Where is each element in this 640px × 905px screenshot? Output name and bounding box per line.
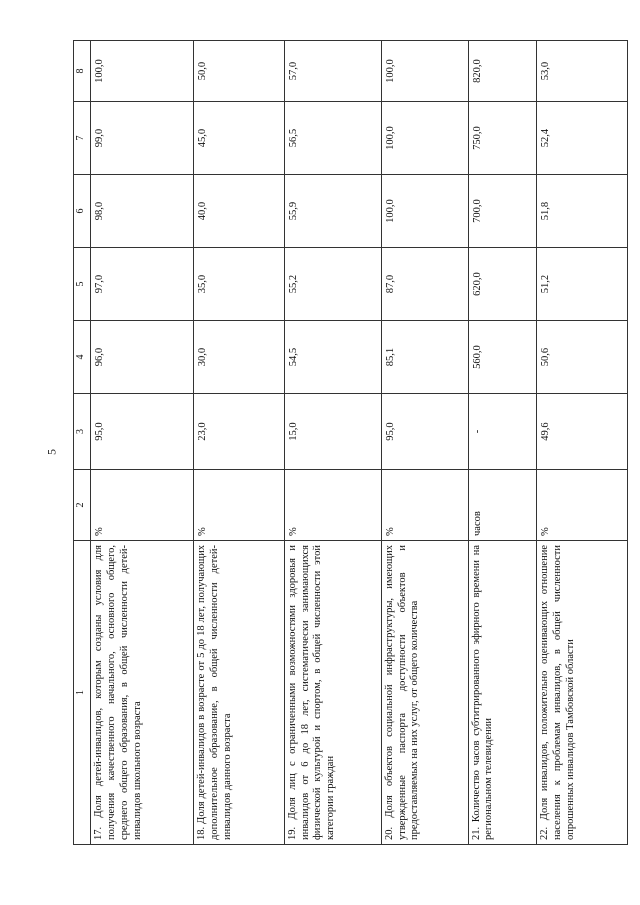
table-row: [284, 41, 381, 845]
column-header: 8: [74, 41, 91, 102]
indicator-value: 51,8: [537, 175, 628, 248]
indicator-value: 700,0: [468, 175, 537, 248]
table-container: [73, 40, 628, 845]
indicator-value: 96,0: [91, 321, 194, 394]
table-row: [381, 41, 468, 845]
column-header: 6: [74, 175, 91, 248]
indicator-description: 18. Доля детей-инвалидов в возрасте от 5 до 18 лет, получающих дополнительное образование, в общей численности детей-инвалидов данного возраста: [194, 541, 285, 845]
indicator-value: 35,0: [194, 248, 285, 321]
indicator-value: 97,0: [91, 248, 194, 321]
indicator-value: 40,0: [194, 175, 285, 248]
indicator-value: 100,0: [381, 41, 468, 102]
page-number: 5: [44, 449, 59, 455]
indicator-value: 100,0: [381, 102, 468, 175]
indicator-value: 750,0: [468, 102, 537, 175]
indicator-value: 85,1: [381, 321, 468, 394]
indicator-value: 99,0: [91, 102, 194, 175]
indicator-value: 56,5: [284, 102, 381, 175]
indicator-value: 560,0: [468, 321, 537, 394]
indicator-description: 19. Доля лиц с ограниченными возможностями здоровья и инвалидов от 6 до 18 лет, систематически занимающихся физической культурой и спортом, в общей численности этой категории граждан: [284, 541, 381, 845]
indicator-value: 95,0: [381, 394, 468, 470]
indicator-value: 100,0: [381, 175, 468, 248]
indicators-table: [73, 40, 628, 845]
indicator-value: 51,2: [537, 248, 628, 321]
indicator-value: 620,0: [468, 248, 537, 321]
indicator-value: 15,0: [284, 394, 381, 470]
indicator-value: 820,0: [468, 41, 537, 102]
table-row: [537, 41, 628, 845]
table-row: [91, 41, 194, 845]
column-header: 4: [74, 321, 91, 394]
indicator-description: 22. Доля инвалидов, положительно оценивающих отношение населения к проблемам инвалидов, в общей численности опрошенных инвалидов Тамбовской области: [537, 541, 628, 845]
indicator-unit: часов: [468, 470, 537, 541]
column-header: 2: [74, 470, 91, 541]
table-row: [468, 41, 537, 845]
indicator-value: 30,0: [194, 321, 285, 394]
indicator-value: 52,4: [537, 102, 628, 175]
indicator-unit: %: [537, 470, 628, 541]
indicator-value: 95,0: [91, 394, 194, 470]
column-header: 1: [74, 541, 91, 845]
indicator-value: 50,6: [537, 321, 628, 394]
indicator-value: 45,0: [194, 102, 285, 175]
indicator-description: 20. Доля объектов социальной инфраструктуры, имеющих утвержденные паспорта доступности объектов и предоставляемых на них услуг, от общего количества: [381, 541, 468, 845]
indicator-value: 87,0: [381, 248, 468, 321]
column-header: 3: [74, 394, 91, 470]
table-header-row: [74, 41, 91, 845]
table-row: [194, 41, 285, 845]
indicator-unit: %: [284, 470, 381, 541]
indicator-value: 100,0: [91, 41, 194, 102]
indicator-value: 54,5: [284, 321, 381, 394]
indicator-value: 55,9: [284, 175, 381, 248]
indicator-description: 17. Доля детей-инвалидов, которым созданы условия для получения качественного начального, основного общего, среднего общего образования, в общей численности детей-инвалидов школьного возраста: [91, 541, 194, 845]
indicator-unit: %: [381, 470, 468, 541]
column-header: 7: [74, 102, 91, 175]
indicator-value: 50,0: [194, 41, 285, 102]
indicator-value: 49,6: [537, 394, 628, 470]
indicator-description: 21. Количество часов субтитрированного эфирного времени на региональном телевидении: [468, 541, 537, 845]
indicator-unit: %: [91, 470, 194, 541]
indicator-value: 98,0: [91, 175, 194, 248]
indicator-value: 55,2: [284, 248, 381, 321]
indicator-value: 57,0: [284, 41, 381, 102]
indicator-value: -: [468, 394, 537, 470]
indicator-unit: %: [194, 470, 285, 541]
indicator-value: 23,0: [194, 394, 285, 470]
indicator-value: 53,0: [537, 41, 628, 102]
column-header: 5: [74, 248, 91, 321]
